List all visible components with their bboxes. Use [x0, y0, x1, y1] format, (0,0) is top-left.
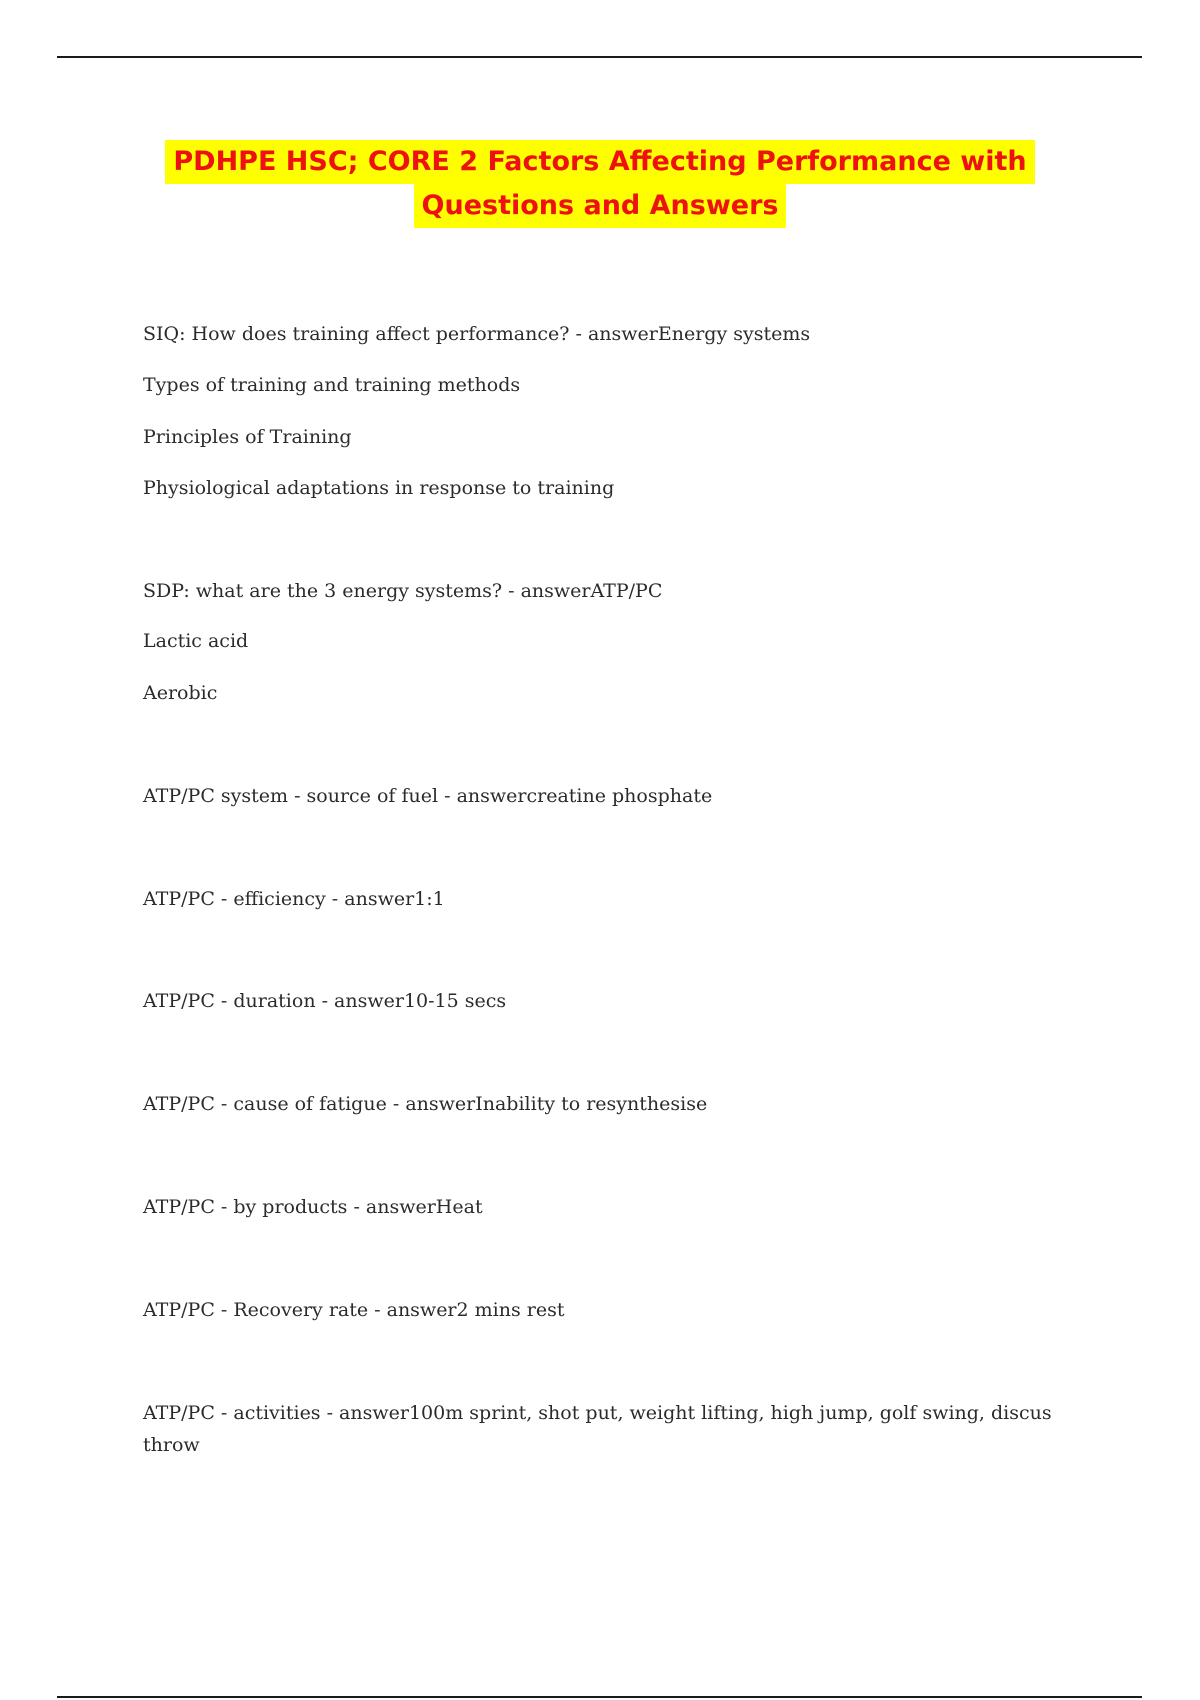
qa-item: ATP/PC - activities - answer100m sprint, shot put, weight lifting, high jump, golf swing, discus throw [143, 1402, 1052, 1456]
qa-item: ATP/PC - duration - answer10-15 secs [143, 990, 507, 1012]
bottom-rule [57, 1696, 1142, 1698]
qa-answer-line: Principles of Training [143, 426, 352, 448]
qa-answer-line: Physiological adaptations in response to training [143, 477, 615, 499]
qa-item: ATP/PC system - source of fuel - answercreatine phosphate [143, 785, 713, 807]
qa-item: ATP/PC - cause of fatigue - answerInability to resynthesise [143, 1093, 708, 1115]
qa-item: ATP/PC - Recovery rate - answer2 mins rest [143, 1299, 565, 1321]
qa-item: ATP/PC - efficiency - answer1:1 [143, 888, 445, 910]
qa-answer-line: Types of training and training methods [143, 374, 521, 396]
title-line-2: Questions and Answers [414, 184, 787, 228]
qa-answer-line: Aerobic [143, 682, 218, 704]
qa-answer-line: Lactic acid [143, 630, 249, 652]
qa-question-sdp: SDP: what are the 3 energy systems? - answerATP/PC [143, 580, 663, 602]
title-line-1: PDHPE HSC; CORE 2 Factors Affecting Performance with [165, 140, 1034, 184]
qa-question-siq: SIQ: How does training affect performance? - answerEnergy systems [143, 323, 811, 345]
qa-item: ATP/PC - by products - answerHeat [143, 1196, 483, 1218]
